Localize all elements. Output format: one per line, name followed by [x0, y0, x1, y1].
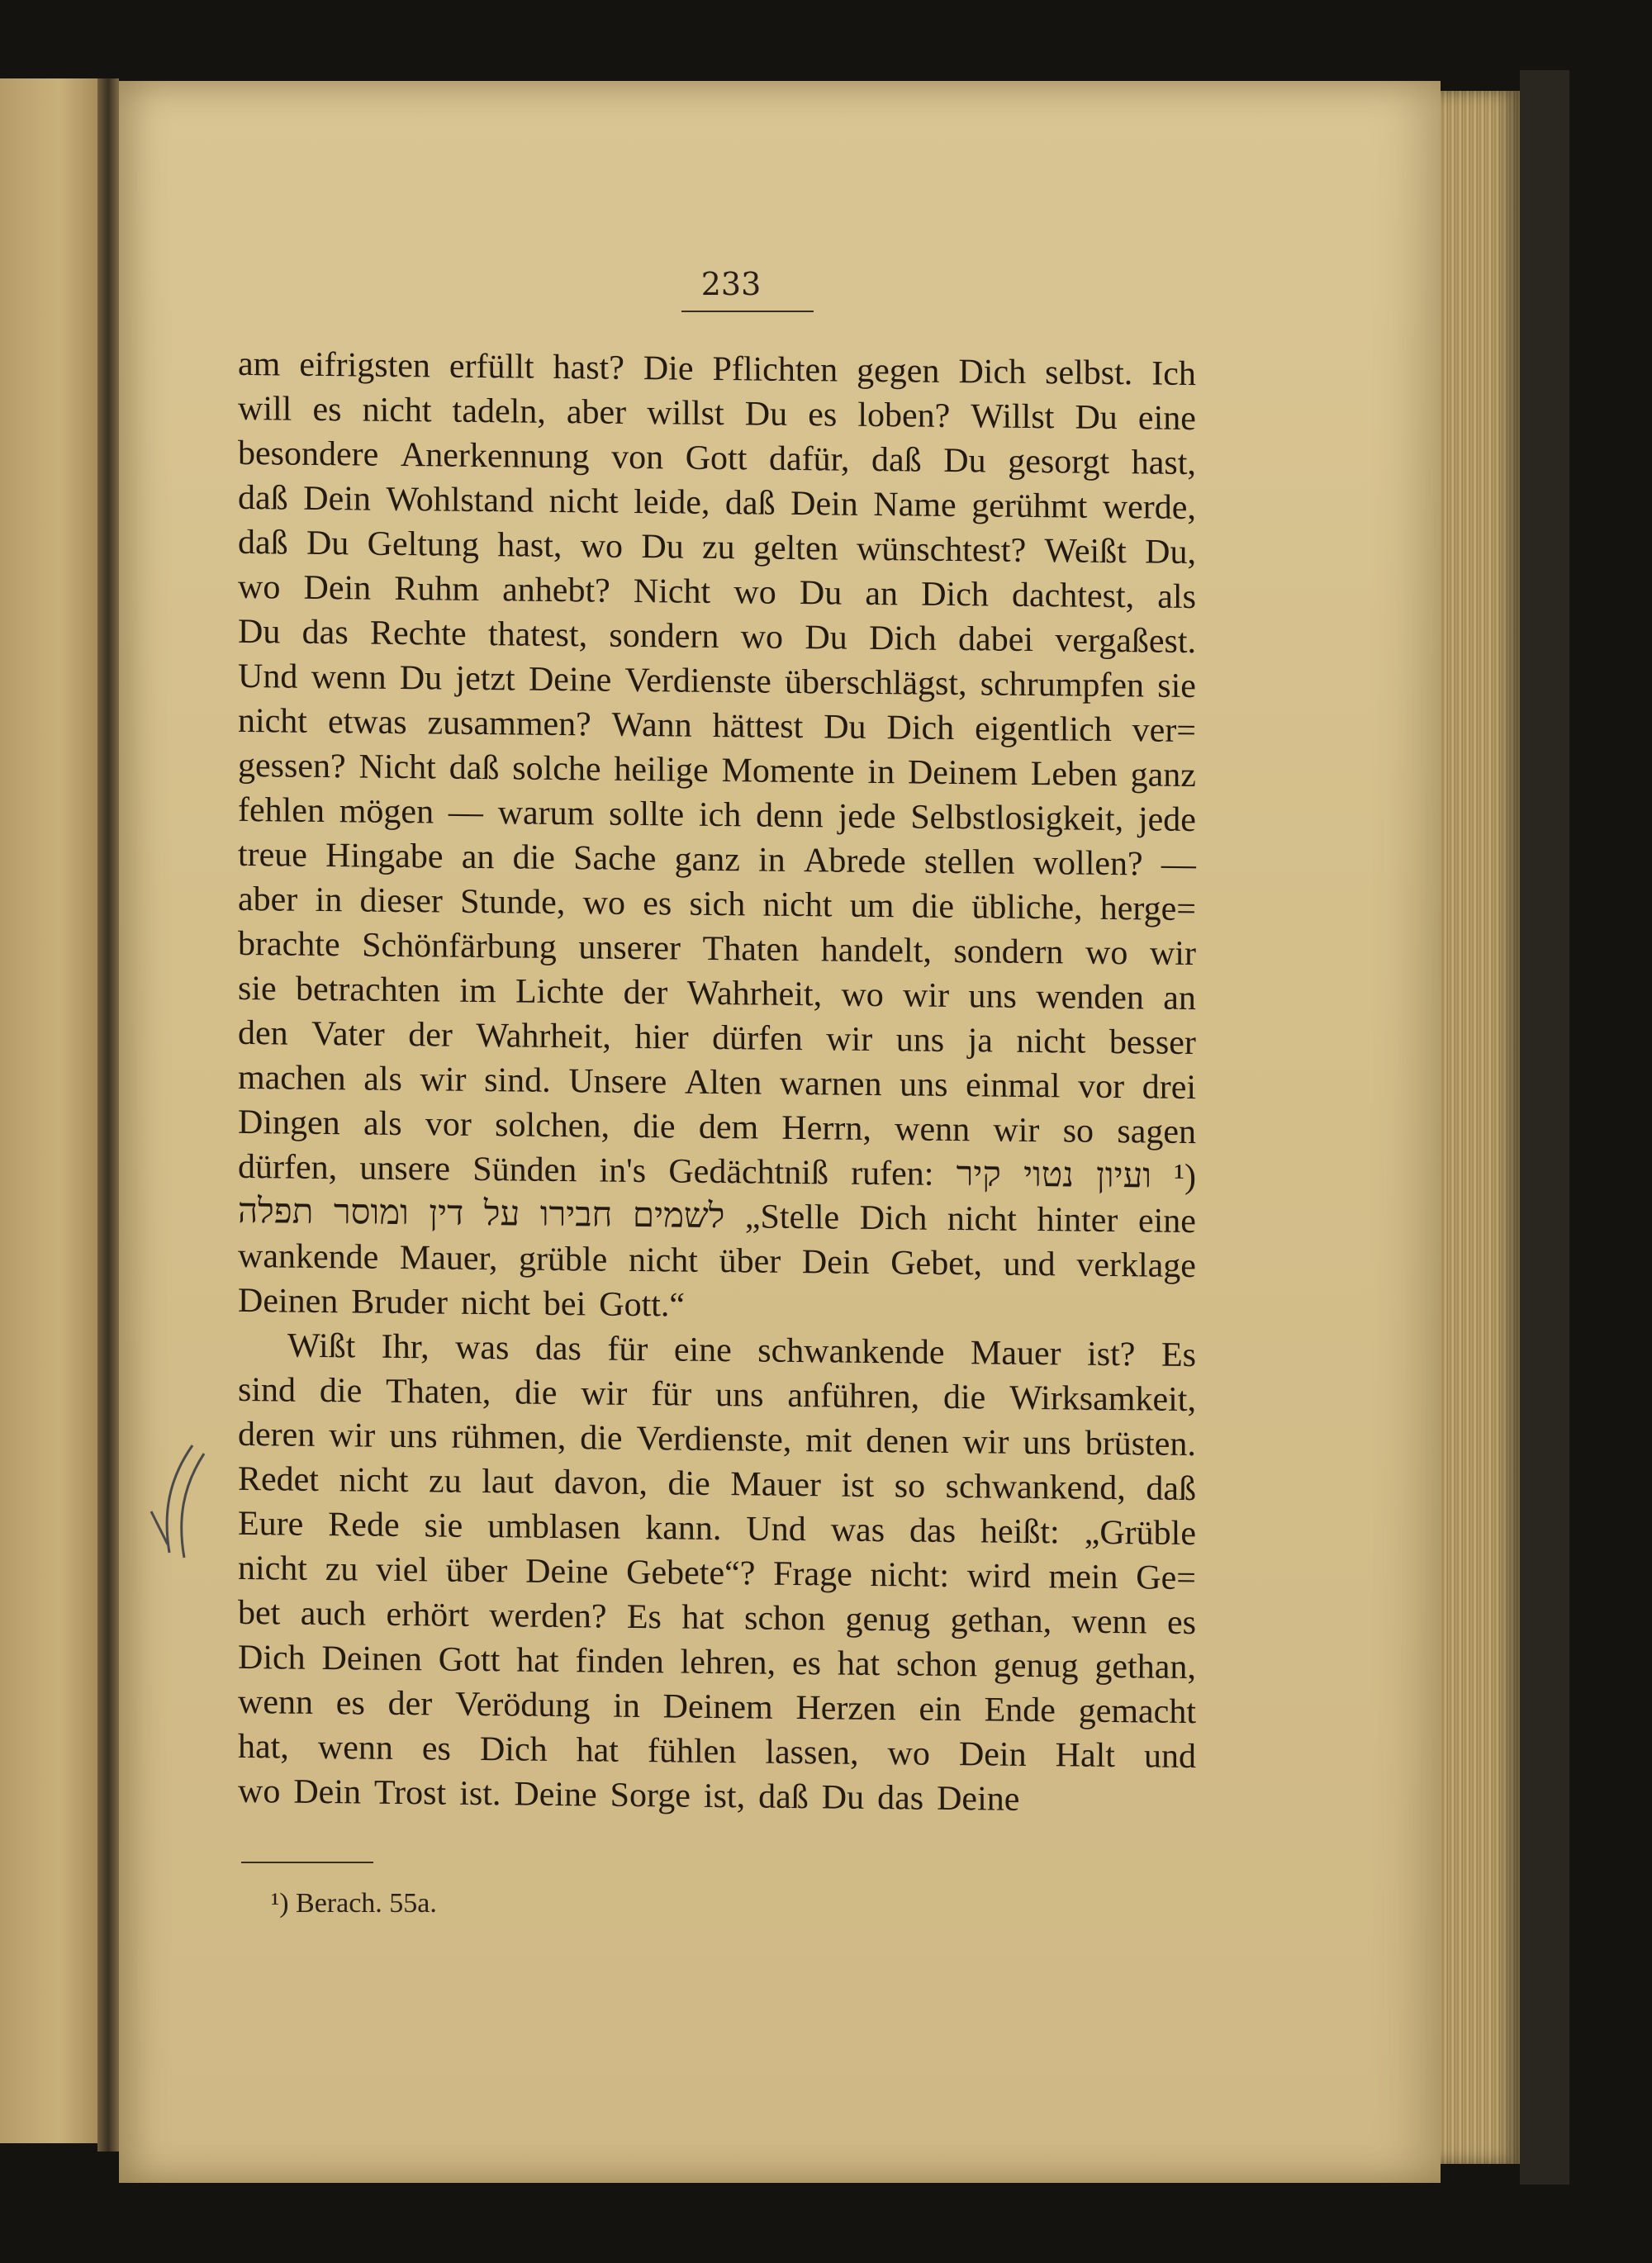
text-line: Redet nicht zu laut davon, die Mauer ist so schwankend, daß [238, 1459, 1196, 1509]
pencil-margin-mark [145, 1437, 211, 1561]
footnote-rule [241, 1862, 373, 1863]
text-line: den Vater der Wahrheit, hier dürfen wir uns ja nicht besser [238, 1013, 1196, 1063]
book-gutter [97, 78, 119, 2152]
text-line: dürfen, unsere Sünden in's Gedächtniß rufen: קיר נטוי ועיון ¹) [238, 1147, 1196, 1197]
text-line: Dingen als vor solchen, die dem Herrn, wenn wir so sagen [238, 1103, 1196, 1152]
text-line: Wißt Ihr, was das für eine schwankende Mauer ist? Es [287, 1326, 1196, 1375]
text-line: wo Dein Ruhm anhebt? Nicht wo Du an Dich dachtest, als [238, 567, 1196, 617]
text-line: bet auch erhört werden? Es hat schon genug gethan, wenn es [238, 1593, 1196, 1643]
page-edges [1441, 91, 1520, 2164]
text-line: am eifrigsten erfüllt hast? Die Pflichten gegen Dich selbst. Ich [238, 344, 1196, 394]
text-line: gessen? Nicht daß solche heilige Momente in Deinem Leben ganz [238, 746, 1196, 795]
text-line: Dich Deinen Gott hat finden lehren, es hat schon genug gethan, [238, 1638, 1196, 1687]
text-line: Du das Rechte thatest, sondern wo Du Dich dabei vergaßest. [238, 612, 1196, 662]
text-line: deren wir uns rühmen, die Verdienste, mit denen wir uns brüsten. [238, 1415, 1196, 1464]
text-line: will es nicht tadeln, aber willst Du es loben? Willst Du eine [238, 389, 1196, 439]
text-line: fehlen mögen — warum sollte ich denn jede Selbstlosigkeit, jede [238, 790, 1196, 840]
book-cover-edge [1520, 70, 1569, 2185]
body-text [238, 344, 1196, 1819]
text-line: תפלה ומוסר דין על חבירו לשמים „Stelle Dich nicht hinter eine [238, 1192, 1196, 1241]
page-number-rule [681, 311, 814, 312]
text-line: brachte Schönfärbung unserer Thaten handelt, sondern wo wir [238, 924, 1196, 974]
page-number: 233 [700, 266, 762, 302]
text-line: hat, wenn es Dich hat fühlen lassen, wo Dein Halt und [238, 1727, 1196, 1777]
text-line: wenn es der Verödung in Deinem Herzen ein Ende gemacht [238, 1682, 1196, 1732]
left-facing-page [0, 78, 97, 2143]
text-line: daß Du Geltung hast, wo Du zu gelten wünschtest? Weißt Du, [238, 523, 1196, 572]
text-line: wo Dein Trost ist. Deine Sorge ist, daß Du das Deine [238, 1772, 1020, 1819]
footnote: ¹) Berach. 55a. [271, 1888, 437, 1919]
text-line: nicht etwas zusammen? Wann hättest Du Dich eigentlich ver= [238, 701, 1196, 751]
text-line: sie betrachten im Lichte der Wahrheit, wo wir uns wenden an [238, 969, 1196, 1018]
text-line: treue Hingabe an die Sache ganz in Abrede stellen wollen? — [238, 835, 1196, 885]
text-line: aber in dieser Stunde, wo es sich nicht um die übliche, herge= [238, 880, 1196, 929]
text-line: besondere Anerkennung von Gott dafür, daß Du gesorgt hast, [238, 434, 1196, 483]
text-line: machen als wir sind. Unsere Alten warnen uns einmal vor drei [238, 1058, 1196, 1108]
text-line: wankende Mauer, grüble nicht über Dein Gebet, und verklage [238, 1236, 1196, 1286]
text-line: daß Dein Wohlstand nicht leide, daß Dein Name gerühmt werde, [238, 478, 1196, 528]
text-line: nicht zu viel über Deine Gebete“? Frage nicht: wird mein Ge= [238, 1549, 1196, 1598]
text-line: Und wenn Du jetzt Deine Verdienste überschlägst, schrumpfen sie [238, 657, 1196, 706]
text-line: Deinen Bruder nicht bei Gott.“ [238, 1281, 686, 1325]
text-line: Eure Rede sie umblasen kann. Und was das heißt: „Grüble [238, 1504, 1196, 1554]
text-line: sind die Thaten, die wir für uns anführen, die Wirksamkeit, [238, 1370, 1196, 1420]
